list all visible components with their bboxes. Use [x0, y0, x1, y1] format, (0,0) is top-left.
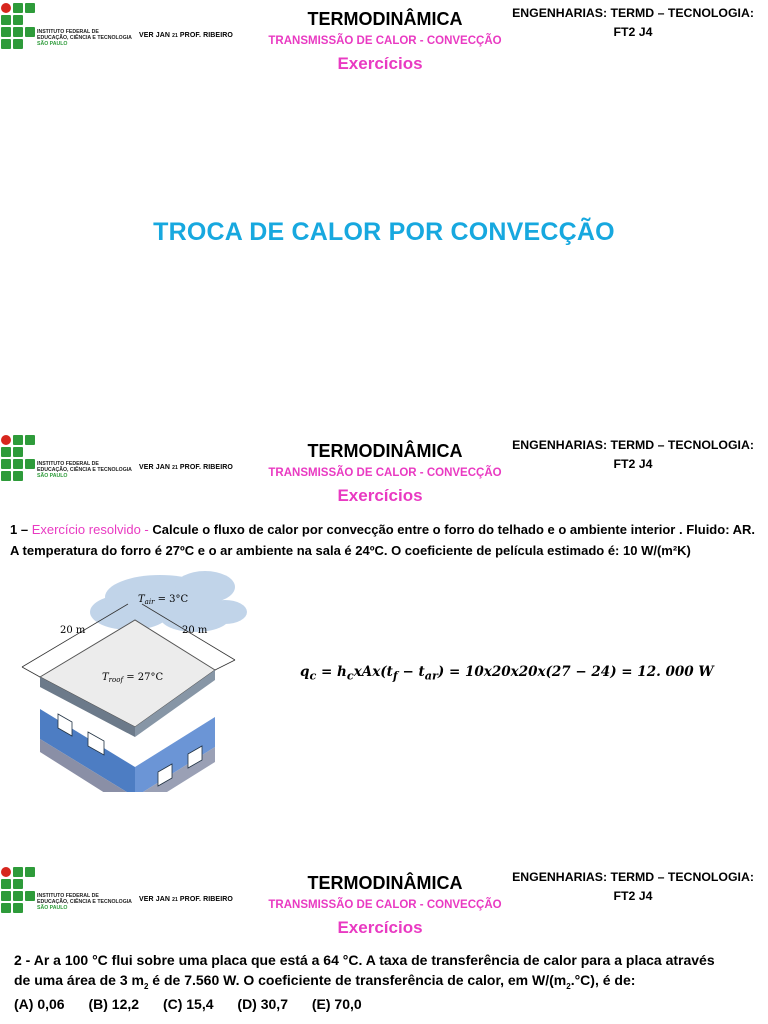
course-info	[498, 4, 768, 42]
logo-text: INSTITUTO FEDERAL DE EDUCAÇÃO, CIÊNCIA E TECNOLOGIA SÃO PAULO	[37, 893, 132, 911]
course-line-1: ENGENHARIAS: TERMD – TECNOLOGIA:	[512, 6, 754, 20]
t-air-label: $T_{air} = 3^\circ C$	[138, 594, 189, 606]
option-d[interactable]: (D) 30,7	[237, 996, 288, 1012]
question-number: 1 –	[10, 522, 29, 537]
exercises-label: Exercícios	[337, 54, 423, 73]
course-line-2: FT2 J4	[613, 889, 653, 903]
version-label: VER JAN 21 PROF. RIBEIRO	[139, 464, 233, 471]
slide-2	[0, 432, 768, 864]
logo-text: INSTITUTO FEDERAL DE EDUCAÇÃO, CIÊNCIA E TECNOLOGIA SÃO PAULO	[37, 461, 132, 479]
option-e[interactable]: (E) 70,0	[311, 996, 362, 1012]
logo-red-dot	[1, 3, 11, 13]
logo-text: INSTITUTO FEDERAL DE EDUCAÇÃO, CIÊNCIA E TECNOLOGIA SÃO PAULO	[37, 29, 132, 47]
question-tag: Exercício resolvido -	[31, 522, 149, 537]
subtitle: TRANSMISSÃO DE CALOR - CONVECÇÃO	[268, 899, 502, 911]
course-info	[498, 868, 768, 906]
question-2-line-2: de uma área de 3 $m_2$ é de 7.560 W. O coeficiente de transferência de calor, em $W/(m_2.^\circ C)$, é de:	[14, 972, 636, 991]
question-2	[14, 950, 764, 997]
ifsp-logo	[0, 866, 130, 916]
dim-left-label: 20 m	[60, 625, 86, 636]
version-label: VER JAN 21 PROF. RIBEIRO	[139, 896, 233, 903]
answer-options	[14, 996, 382, 1012]
course-info	[498, 436, 768, 474]
option-b[interactable]: (B) 12,2	[88, 996, 140, 1012]
logo-red-dot	[1, 867, 11, 877]
exercises-label: Exercícios	[337, 918, 423, 937]
course-line-1: ENGENHARIAS: TERMD – TECNOLOGIA:	[512, 438, 754, 452]
ifsp-logo	[0, 2, 130, 52]
ifsp-logo	[0, 434, 130, 484]
question-2-line-1: 2 - Ar a 100 °C flui sobre uma placa que está a 64 °C. A taxa de transferência de calor para a placa através	[14, 952, 715, 968]
page-title: TERMODINÂMICA	[307, 441, 463, 461]
option-c[interactable]: (C) 15,4	[162, 996, 214, 1012]
slide-heading: TROCA DE CALOR POR CONVECÇÃO	[153, 218, 615, 246]
page-title: TERMODINÂMICA	[307, 9, 463, 29]
option-a[interactable]: (A) 0,06	[14, 996, 65, 1012]
t-roof-label: $T_{roof} = 27^\circ C$	[102, 672, 164, 684]
subtitle: TRANSMISSÃO DE CALOR - CONVECÇÃO	[268, 467, 502, 479]
course-line-2: FT2 J4	[613, 457, 653, 471]
house-roof-figure	[10, 562, 260, 792]
course-line-1: ENGENHARIAS: TERMD – TECNOLOGIA:	[512, 870, 754, 884]
exercises-label: Exercícios	[337, 486, 423, 505]
dim-right-label: 20 m	[182, 625, 208, 636]
question-1	[10, 519, 762, 561]
course-line-2: FT2 J4	[613, 25, 653, 39]
slide-1	[0, 0, 768, 432]
logo-red-dot	[1, 435, 11, 445]
convection-formula: $q_c = h_cxAx(t_f - t_{ar}) = 10x20x20x(27 - 24) = 12$. 000 W	[300, 664, 714, 683]
page-title: TERMODINÂMICA	[307, 873, 463, 893]
question-text: Calcule o fluxo de calor por convecção entre o forro do telhado e o ambiente interior . Fluido: AR. A temperatura do forro é 27ºC e o ar ambiente na sala é 24ºC. O coeficiente de película estimado é: 10 W/(m²K)	[10, 522, 756, 558]
version-label: VER JAN 21 PROF. RIBEIRO	[139, 32, 233, 39]
subtitle: TRANSMISSÃO DE CALOR - CONVECÇÃO	[268, 35, 502, 47]
slide-3	[0, 864, 768, 1024]
